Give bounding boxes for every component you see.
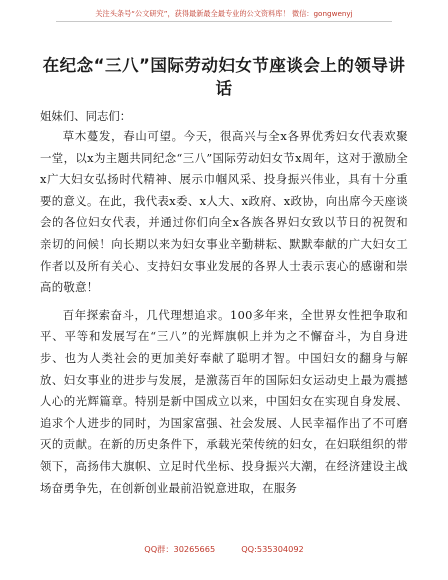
footer-qq-group: QQ群：30265665 bbox=[144, 544, 216, 554]
salutation: 姐妹们、同志们： bbox=[40, 109, 132, 123]
document-title: 在纪念“三八”国际劳动妇女节座谈会上的领导讲话 bbox=[42, 56, 406, 98]
footer-qq-number: QQ:535304092 bbox=[241, 544, 304, 554]
paragraph-2: 百年探索奋斗，几代理想追求。100多年来，全世界女性把争取和平、平等和发展写在“三八”的光辉旗帜上并为之不懈奋斗，为自身进步、也为人类社会的更加美好奉献了聪明才智。中国妇女的翻身与解放、妇女事业的进步与发展，是激荡百年的国际妇女运动史上最为震撼人心的光辉篇章。特别是新中国成立以来，中国妇女在实现自身发展、追求个人进步的同时，为国家富强、社会发展、人民幸福作出了不可磨灭的贡献。在新的历史条件下，承载光荣传统的妇女，在妇联组织的带领下，高扬伟大旗帜、立足时代坐标、投身振兴大潮，在经济建设主战场奋勇争先，在创新创业最前沿锐意进取，在服务 bbox=[40, 307, 408, 495]
footer-contact bbox=[0, 544, 448, 555]
header-notice: 关注头条号“公文研究”，获得最新最全最专业的公文资料库！ 微信：gongwenyj bbox=[56, 8, 392, 22]
document-body bbox=[40, 126, 408, 499]
paragraph-1: 草木蔓发，春山可望。今天，很高兴与全x各界优秀妇女代表欢聚一堂，以x为主题共同纪念“三八”国际劳动妇女节x周年，这对于激励全x广大妇女弘扬时代精神、展示巾帼风采、投身振兴伟业，具有十分重要的意义。在此，我代表x委、x人大、x政府、x政协，向出席今天座谈会的各位妇女代表，并通过你们向全x各族各界妇女致以节日的祝贺和亲切的问候！向长期以来为妇女事业辛勤耕耘、默默奉献的广大妇女工作者以及所有关心、支持妇女事业发展的各界人士表示衷心的感谢和崇高的敬意！ bbox=[40, 129, 408, 295]
